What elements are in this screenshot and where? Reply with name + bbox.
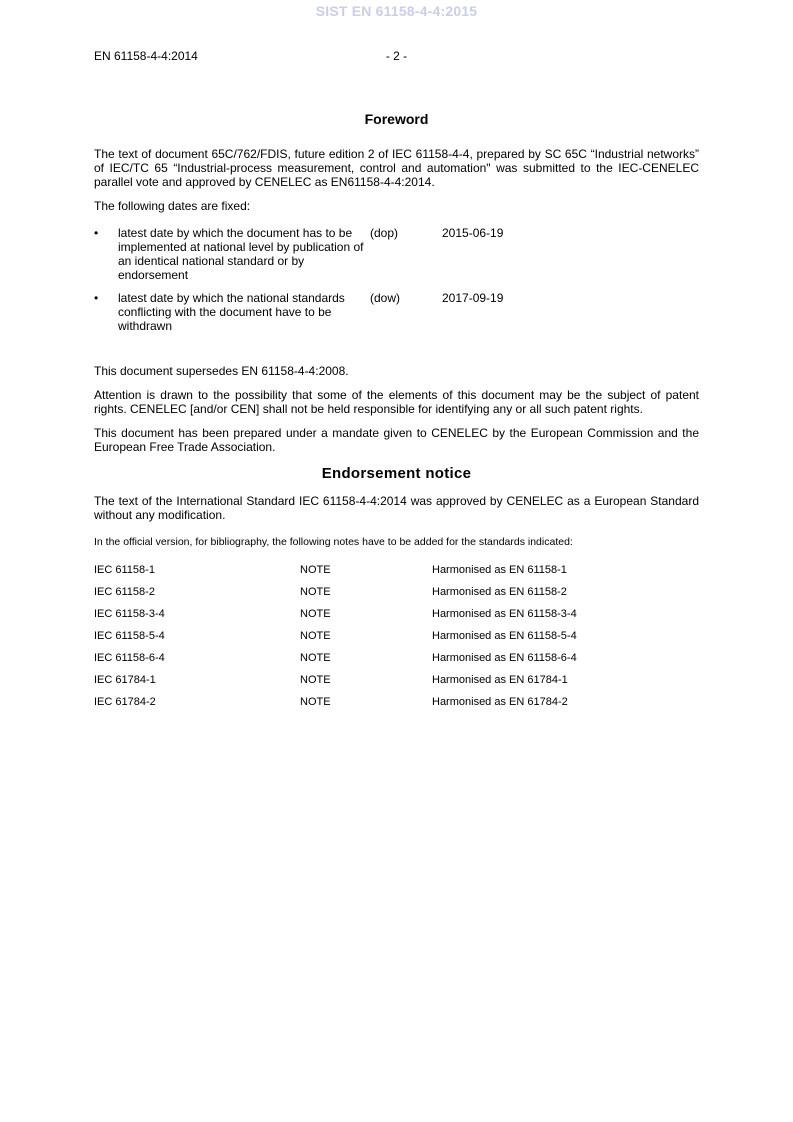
table-row (94, 629, 699, 651)
dates-intro: The following dates are fixed: (94, 199, 251, 213)
standard-cell: IEC 61158-1 (94, 564, 155, 576)
table-row (94, 585, 699, 607)
note-cell: NOTE (300, 608, 331, 620)
date-code: (dow) (370, 291, 401, 305)
harmonised-cell: Harmonised as EN 61784-1 (432, 674, 568, 686)
header-page-number: - 2 - (385, 49, 408, 63)
endorsement-title: Endorsement notice (321, 465, 472, 482)
table-row (94, 607, 699, 629)
date-description: latest date by which the national standards conflicting with the document have to be withdrawn (118, 291, 345, 333)
bullet-icon: • (94, 226, 99, 240)
harmonised-cell: Harmonised as EN 61158-2 (432, 586, 567, 598)
table-row (94, 673, 699, 695)
harmonised-cell: Harmonised as EN 61784-2 (432, 696, 568, 708)
patent-paragraph: Attention is drawn to the possibility that some of the elements of this document may be the subject of patent rights. CENELEC [and/or CEN] shall not be held responsible for identifying any or all such patent rights. (94, 388, 699, 416)
standard-cell: IEC 61158-3-4 (94, 608, 165, 620)
table-row (94, 563, 699, 585)
page-content (94, 110, 699, 717)
foreword-paragraph: The text of document 65C/762/FDIS, future edition 2 of IEC 61158-4-4, prepared by SC 65C “Industrial networks” of IEC/TC 65 “Industrial-process measurement, control and automation" was submitted to the IEC-CENELEC parallel vote and approved by CENELEC as EN61158-4-4:2014. (94, 147, 699, 189)
standard-cell: IEC 61784-2 (94, 696, 156, 708)
table-row (94, 651, 699, 673)
harmonised-cell: Harmonised as EN 61158-5-4 (432, 630, 577, 642)
harmonised-cell: Harmonised as EN 61158-3-4 (432, 608, 577, 620)
table-row (94, 695, 699, 717)
note-cell: NOTE (300, 630, 331, 642)
standard-cell: IEC 61158-2 (94, 586, 155, 598)
header-doc-id: EN 61158-4-4:2014 (94, 49, 198, 63)
note-cell: NOTE (300, 652, 331, 664)
supersedes-paragraph: This document supersedes EN 61158-4-4:2008. (94, 364, 349, 378)
standard-cell: IEC 61158-5-4 (94, 630, 165, 642)
watermark: SIST EN 61158-4-4:2015 (315, 3, 478, 19)
notes-intro: In the official version, for bibliography, the following notes have to be added for the standards indicated: (94, 536, 573, 548)
bullet-icon: • (94, 291, 99, 305)
date-item-dow (94, 291, 699, 333)
spacer (94, 342, 699, 364)
harmonised-cell: Harmonised as EN 61158-6-4 (432, 652, 577, 664)
dates-list (94, 226, 699, 333)
note-cell: NOTE (300, 696, 331, 708)
note-cell: NOTE (300, 586, 331, 598)
standard-cell: IEC 61158-6-4 (94, 652, 165, 664)
date-value: 2015-06-19 (442, 226, 504, 240)
date-value: 2017-09-19 (442, 291, 504, 305)
date-item-dop (94, 226, 699, 282)
notes-table (94, 563, 699, 717)
standard-cell: IEC 61784-1 (94, 674, 156, 686)
harmonised-cell: Harmonised as EN 61158-1 (432, 564, 567, 576)
note-cell: NOTE (300, 564, 331, 576)
note-cell: NOTE (300, 674, 331, 686)
date-description: latest date by which the document has to be implemented at national level by publication of an identical national standard or by endorsement (118, 226, 364, 282)
endorsement-paragraph: The text of the International Standard IEC 61158-4-4:2014 was approved by CENELEC as a European Standard without any modification. (94, 494, 699, 522)
mandate-paragraph: This document has been prepared under a mandate given to CENELEC by the European Commission and the European Free Trade Association. (94, 426, 699, 454)
foreword-title: Foreword (364, 111, 429, 127)
date-code: (dop) (370, 226, 399, 240)
